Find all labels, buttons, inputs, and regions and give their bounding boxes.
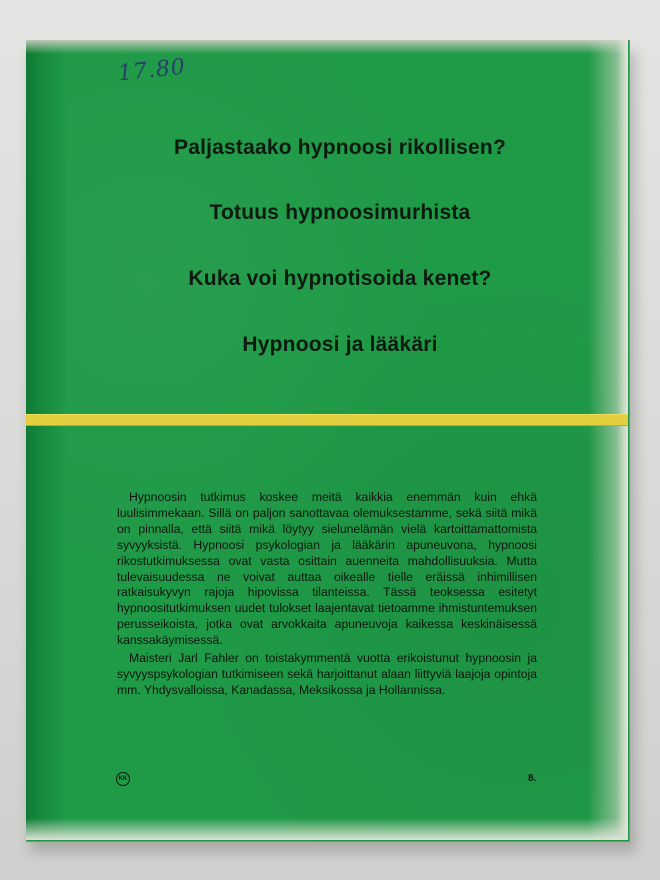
blurb-paragraph-1: Hypnoosin tutkimus koskee meitä kaikkia enemmän kuin ehkä luulisimmekaan. Sillä on paljon sanottavaa olemuksestamme, sekä siitä mikä on pinnalla, että siitä mikä löytyy sielunelämän vielä kartoittamattomista syvyyksistä. Hypnoosi psykologian ja lääkärin apuneuvona, hypnoosi rikostutkimuksessa ovat vasta osittain auenneita mahdollisuuksia. Mutta tulevaisuudessa ne voivat auttaa oikealle tielle eräissä inhimillisen ratkaisukyvyn rajoja hipovissa tilanteissa. Tässä teoksessa esitetyt hypnoositutkimuksen uudet tulokset laajentavat tietoamme ihmistuntemuksen perusseikoista, jotka ovat arvokkaita apuneuvoja kaikessa keskinäisessä kanssakäymisessä. bbox=[117, 490, 537, 648]
blurb-paragraph-2: Maisteri Jarl Fahler on toistakymmentä vuotta erikoistunut hypnoosin ja syvyyspsykologian tutkimiseen sekä harjoittanut alaan liittyviä laajoja opintoja mm. Yhdysvalloissa, Kanadassa, Meksikossa ja Hollannissa. bbox=[117, 651, 537, 697]
book-back-cover bbox=[26, 40, 630, 842]
publisher-logo-icon bbox=[116, 772, 130, 786]
headline-4: Hypnoosi ja lääkäri bbox=[242, 333, 438, 356]
headline-1: Paljastaako hypnoosi rikollisen? bbox=[173, 136, 506, 159]
publisher-logo-text: KK bbox=[118, 776, 128, 782]
yellow-stripe bbox=[26, 414, 628, 426]
blurb-text bbox=[117, 490, 537, 701]
handwritten-price-note: 17.80 bbox=[116, 54, 188, 87]
worn-top-edge bbox=[26, 40, 628, 54]
headline-3: Kuka voi hypnotisoida kenet? bbox=[188, 267, 492, 290]
headline-2: Totuus hypnoosimurhista bbox=[209, 201, 471, 224]
worn-bottom-edge bbox=[26, 818, 628, 840]
page-mark: 8. bbox=[528, 773, 537, 784]
worn-right-edge bbox=[588, 40, 628, 840]
spine-edge bbox=[26, 40, 66, 840]
